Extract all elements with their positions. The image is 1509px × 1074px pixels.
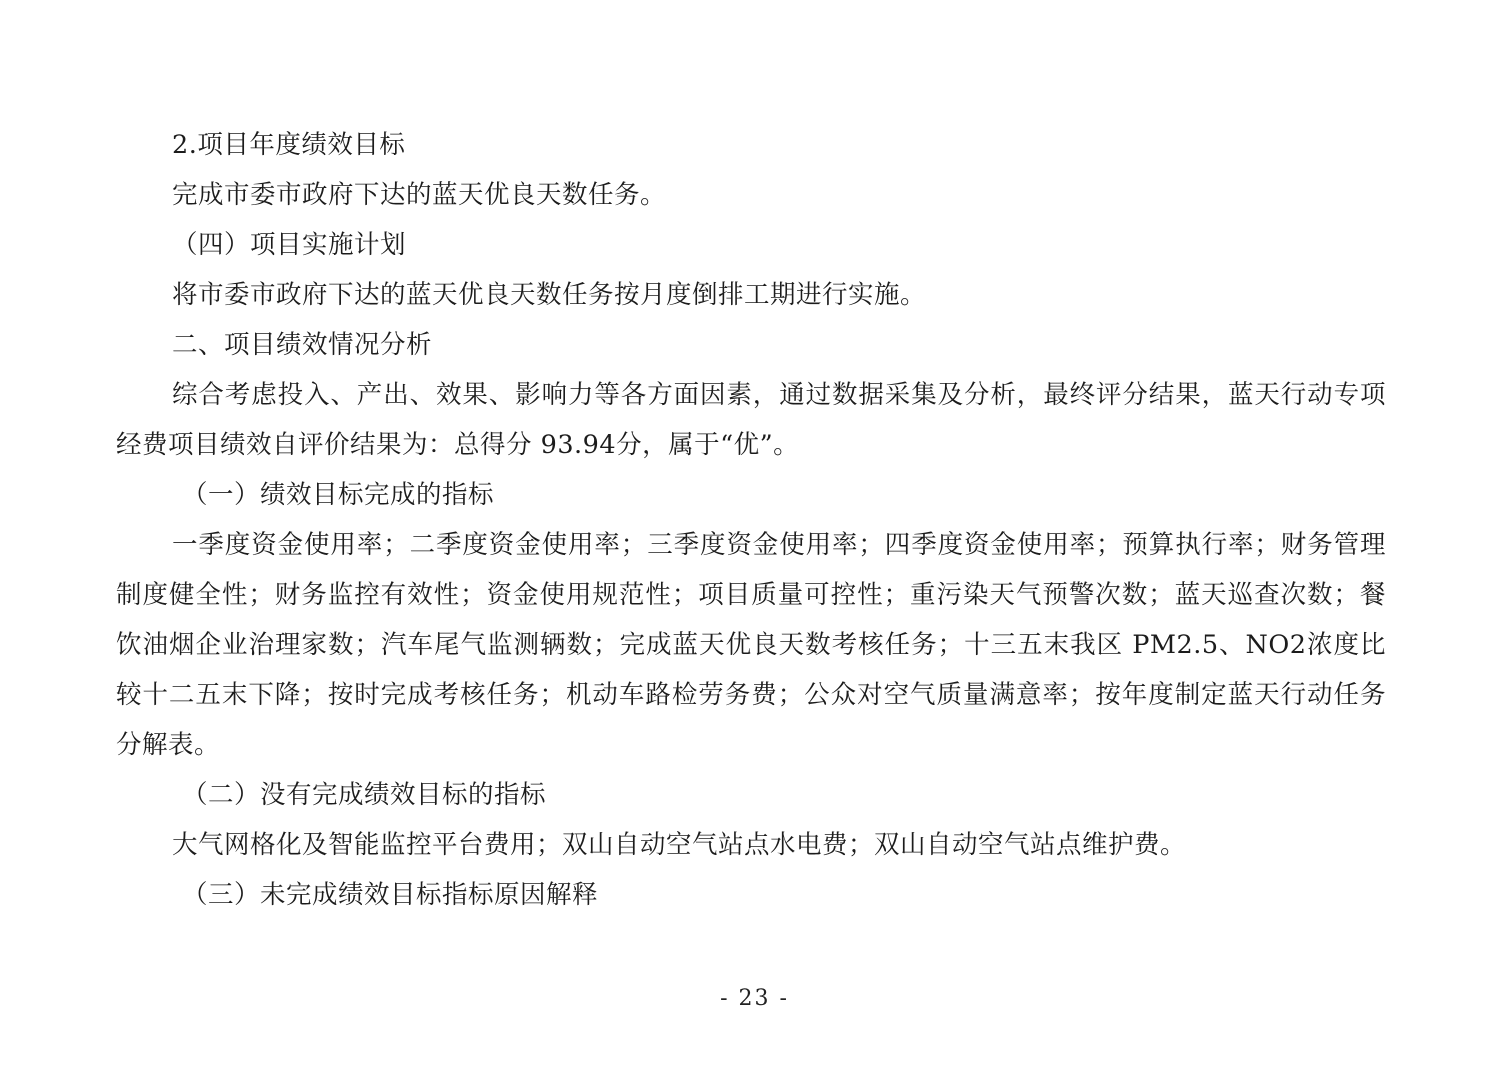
paragraph-annual-goal: 完成市委市政府下达的蓝天优良天数任务。 [172, 180, 667, 210]
paragraph-completed-indicators: 一季度资金使用率；二季度资金使用率；三季度资金使用率；四季度资金使用率；预算执行率；财务管理制度健全性；财务监控有效性；资金使用规范性；项目质量可控性；重污染天气预警次数；蓝天巡查次数；餐饮油烟企业治理家数；汽车尾气监测辆数；完成蓝天优良天数考核任务；十三五末我区 PM2.5、NO2浓度比较十二五末下降；按时完成考核任务；机动车路检劳务费；公众对空气质量满意率；按年度制定蓝天行动任务分解表。 [116, 530, 1386, 760]
section-heading-completed-indicators: （一）绩效目标完成的指标 [182, 480, 495, 510]
paragraph-implementation-plan: 将市委市政府下达的蓝天优良天数任务按月度倒排工期进行实施。 [172, 280, 927, 310]
section-heading-implementation-plan: （四）项目实施计划 [172, 230, 407, 260]
section-heading-reasons: （三）未完成绩效目标指标原因解释 [182, 880, 599, 910]
paragraph-performance-score: 综合考虑投入、产出、效果、影响力等各方面因素，通过数据采集及分析，最终评分结果，蓝天行动专项经费项目绩效自评价结果为：总得分 93.94分，属于“优”。 [116, 380, 1386, 460]
page-number: - 23 - [720, 986, 789, 1011]
section-heading-uncompleted-indicators: （二）没有完成绩效目标的指标 [182, 780, 547, 810]
section-heading-annual-goal: 2.项目年度绩效目标 [172, 130, 406, 160]
document-body [116, 120, 1386, 920]
section-heading-performance-analysis: 二、项目绩效情况分析 [172, 330, 433, 360]
paragraph-uncompleted-indicators: 大气网格化及智能监控平台费用；双山自动空气站点水电费；双山自动空气站点维护费。 [172, 830, 1187, 860]
